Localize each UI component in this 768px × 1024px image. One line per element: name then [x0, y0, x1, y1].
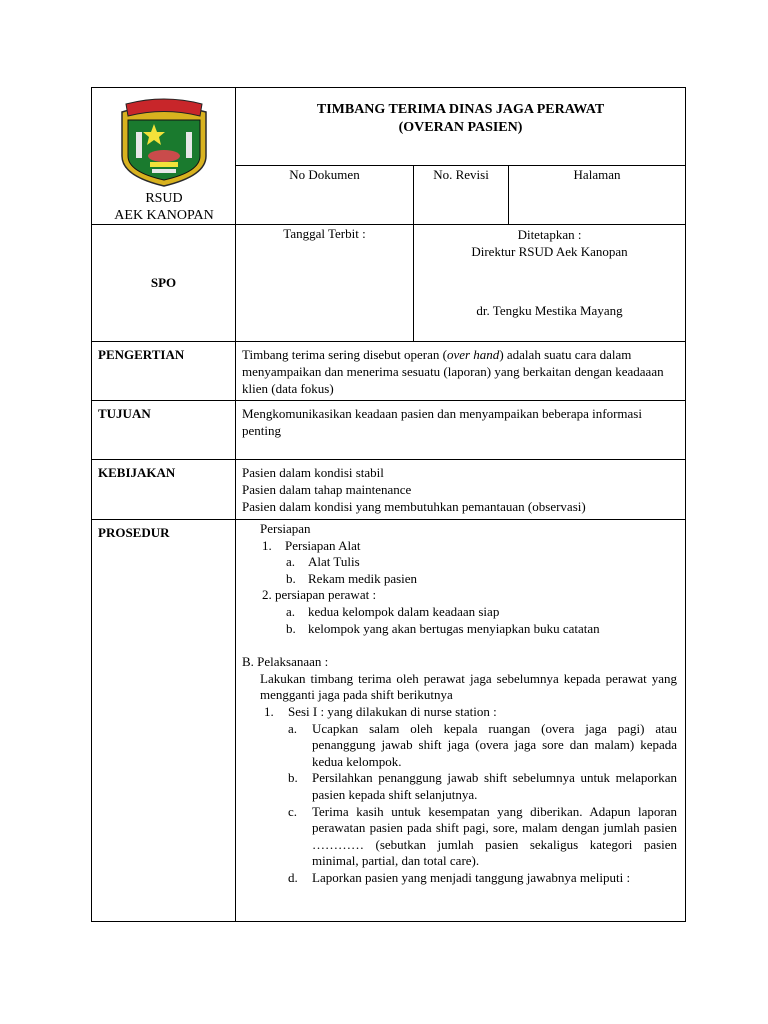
list-item [242, 571, 677, 588]
tujuan-label: TUJUAN [92, 401, 236, 460]
kebijakan-line: Pasien dalam tahap maintenance [242, 482, 412, 497]
list-text: Alat Tulis [308, 554, 360, 570]
title-line-2: (OVERAN PASIEN) [398, 120, 523, 135]
list-marker: a. [286, 554, 296, 570]
ditetapkan-label: Ditetapkan : [517, 227, 582, 242]
list-item [242, 770, 677, 803]
list-item [242, 554, 677, 571]
hospital-name [92, 190, 236, 224]
pengertian-text [236, 342, 686, 401]
list-text: Rekam medik pasien [308, 570, 418, 586]
list-marker: d. [288, 869, 298, 885]
kebijakan-list [236, 460, 686, 520]
pelaksanaan-heading: B. Pelaksanaan : [242, 654, 329, 670]
pengertian-italic: over hand [446, 347, 500, 362]
hospital-name-line-1: RSUD [145, 191, 183, 206]
list-text: kelompok yang akan bertugas menyiapkan buku catatan [308, 620, 600, 636]
pelaksanaan-intro: Lakukan timbang terima oleh perawat jaga sebelumnya kepada perawat yang mengganti jaga pada shift berikutnya [260, 670, 678, 703]
list-item [242, 870, 677, 887]
list-text: kedua kelompok dalam keadaan siap [308, 603, 500, 619]
signatory-name: dr. Tengku Mestika Mayang [476, 303, 623, 318]
list-marker: a. [286, 603, 296, 619]
pengertian-label: PENGERTIAN [92, 342, 236, 401]
persiapan-perawat-label: 2. persiapan perawat : [262, 587, 377, 603]
no-revisi-cell [414, 166, 509, 225]
labuhanbatu-utara-emblem-icon [114, 98, 214, 188]
persiapan-alat-label: Persiapan Alat [285, 537, 361, 553]
kebijakan-line: Pasien dalam kondisi yang membutuhkan pemantauan (observasi) [242, 499, 586, 514]
list-number: 1. [264, 703, 274, 719]
tanggal-terbit-label: Tanggal Terbit : [283, 226, 366, 241]
list-text: Ucapkan salam oleh kepala ruangan (overa jaga pagi) atau penanggung jawab shift jaga (overa jaga sore dan malam) kepada kedua kelompok. [312, 720, 678, 769]
kebijakan-line: Pasien dalam kondisi stabil [242, 465, 384, 480]
list-text: Laporkan pasien yang menjadi tanggung jawabnya meliputi : [312, 869, 631, 885]
document-title [236, 88, 686, 166]
hospital-logo [92, 88, 235, 192]
hospital-name-line-2: AEK KANOPAN [114, 208, 214, 223]
list-marker: b. [286, 570, 296, 586]
no-dokumen-label: No Dokumen [289, 167, 360, 182]
list-text: Terima kasih untuk kesempatan yang diberikan. Adapun laporan perawatan pasien pada shift pagi, sore, malam dengan jumlah pasien ………… (sebutkan jumlah pasien sekaligus kategori pasien minimal, partial, dan total care). [312, 803, 678, 869]
persiapan-heading: Persiapan [260, 521, 311, 536]
list-number: 1. [262, 537, 272, 553]
spo-label-cell [92, 225, 236, 342]
ditetapkan-cell [414, 225, 686, 342]
halaman-label: Halaman [573, 167, 621, 182]
list-marker: c. [288, 803, 298, 819]
list-marker: b. [286, 620, 296, 636]
list-item [242, 621, 677, 638]
no-revisi-label: No. Revisi [433, 167, 489, 182]
direktur-title: Direktur RSUD Aek Kanopan [471, 244, 628, 259]
pengertian-text-end: ) adalah suatu cara dalam menyampaikan dan menerima sesuatu (laporan) yang berkaitan dengan keadaaan klien (data fokus) [242, 347, 664, 396]
prosedur-label: PROSEDUR [92, 520, 236, 922]
prosedur-content [236, 520, 686, 922]
sesi-item [242, 704, 677, 721]
title-line-1: TIMBANG TERIMA DINAS JAGA PERAWAT [316, 102, 605, 117]
list-item [242, 721, 677, 771]
list-marker: a. [288, 720, 298, 736]
tanggal-terbit-cell [236, 225, 414, 342]
persiapan-alat-item [242, 538, 677, 555]
no-dokumen-cell [236, 166, 414, 225]
list-item [242, 804, 677, 870]
list-item [242, 604, 677, 621]
tujuan-text: Mengkomunikasikan keadaan pasien dan menyampaikan beberapa informasi penting [236, 401, 686, 460]
kebijakan-label: KEBIJAKAN [92, 460, 236, 520]
halaman-cell [509, 166, 686, 225]
pengertian-text-start: Timbang terima sering disebut operan ( [242, 347, 447, 362]
sesi-label: Sesi I : yang dilakukan di nurse station : [288, 703, 497, 719]
list-text: Persilahkan penanggung jawab shift sebelumnya untuk melaporkan pasien kepada shift selanjutnya. [312, 770, 678, 802]
spo-label: SPO [150, 275, 177, 290]
list-marker: b. [288, 770, 298, 786]
